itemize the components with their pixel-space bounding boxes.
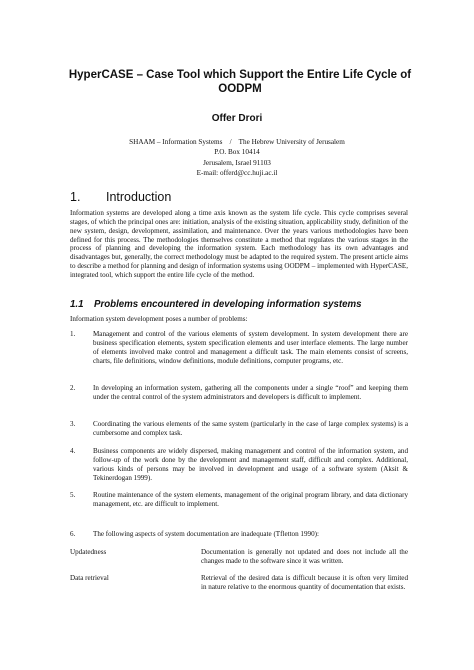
affiliation-line: Jerusalem, Israel 91103 xyxy=(203,158,271,167)
list-item-number: 4. xyxy=(70,447,76,455)
list-item-number: 2. xyxy=(70,384,76,392)
affiliation-line: P.O. Box 10414 xyxy=(214,148,260,157)
list-item-number: 3. xyxy=(70,420,76,428)
paper-title: HyperCASE – Case Tool which Support the Entire Life Cycle of OODPM xyxy=(68,69,412,95)
list-item-text: Business components are widely dispersed, making management and control of the information system, and follow-up of the work done by the development and management staff, difficult and complex. Additional, various kinds of persons may be involved in development and usage of a software system (Aksit & Tekinerdogan 1999). xyxy=(93,447,408,482)
list-item-text: In developing an information system, gathering all the components under a single “roof” and keeping them under the central control of the system administrators and developers is difficult to implement. xyxy=(93,384,408,401)
list-item-number: 1. xyxy=(70,330,76,338)
aspect-description: Documentation is generally not updated and does not include all the changes made to the software since it was written. xyxy=(201,548,408,565)
lead-sentence: Information system development poses a number of problems: xyxy=(70,315,248,323)
author-affiliation xyxy=(0,137,474,179)
affiliation-email: E-mail: offerd@cc.huji.ac.il xyxy=(196,169,278,178)
section-number: 1. xyxy=(70,190,81,204)
aspect-description: Retrieval of the desired data is difficult because it is often very limited in nature relative to the enormous quantity of documentation that exists. xyxy=(201,574,408,591)
list-item-number: 6. xyxy=(70,530,76,538)
intro-paragraph: Information systems are developed along a time axis known as the system life cycle. This cycle comprises several stages, of which the principal ones are: initiation, analysis of the existing situation, applicability study, definition of the new system, design, development, assimilation, and maintenance. Over the years various methodologies have been defined for this process. The methodologies themselves constitute a method that regulates the various stages in the process of planning and developing the information system. Each methodology has its own advantages and disadvantages but, generally, the correct methodology must be adapted to the required system. The present article aims to describe a method for planning and design of information systems using OODPM – implemented with HyperCASE, integrated tool, which support the entire life cycle of the method. xyxy=(70,209,408,279)
list-item-text: Management and control of the various elements of system development. In system development there are business specification elements, system specification elements and user interface elements. The large number of elements involved make control and management a difficult task. The main elements consist of screens, charts, file definitions, window definitions, module definitions, computer programs, etc. xyxy=(93,330,408,365)
subsection-heading xyxy=(70,299,362,310)
section-title: Introduction xyxy=(106,190,172,204)
list-item-number: 5. xyxy=(70,491,76,499)
subsection-number: 1.1 xyxy=(70,299,84,310)
subsection-title: Problems encountered in developing information systems xyxy=(94,299,362,310)
affiliation-line: SHAAM – Information Systems / The Hebrew University of Jerusalem xyxy=(129,138,345,146)
aspect-term: Data retrieval xyxy=(70,574,109,582)
author-name: Offer Drori xyxy=(211,113,263,124)
list-item-text: Routine maintenance of the system elements, management of the original program library, and data dictionary management, etc. are difficult to implement. xyxy=(93,491,408,508)
list-item-text: The following aspects of system documentation are inadequate (Tfletton 1990): xyxy=(93,530,319,538)
aspect-term: Updatedness xyxy=(70,548,107,556)
section-heading xyxy=(70,190,171,204)
list-item-text: Coordinating the various elements of the same system (particularly in the case of large complex systems) is a cumbersome and complex task. xyxy=(93,420,408,437)
